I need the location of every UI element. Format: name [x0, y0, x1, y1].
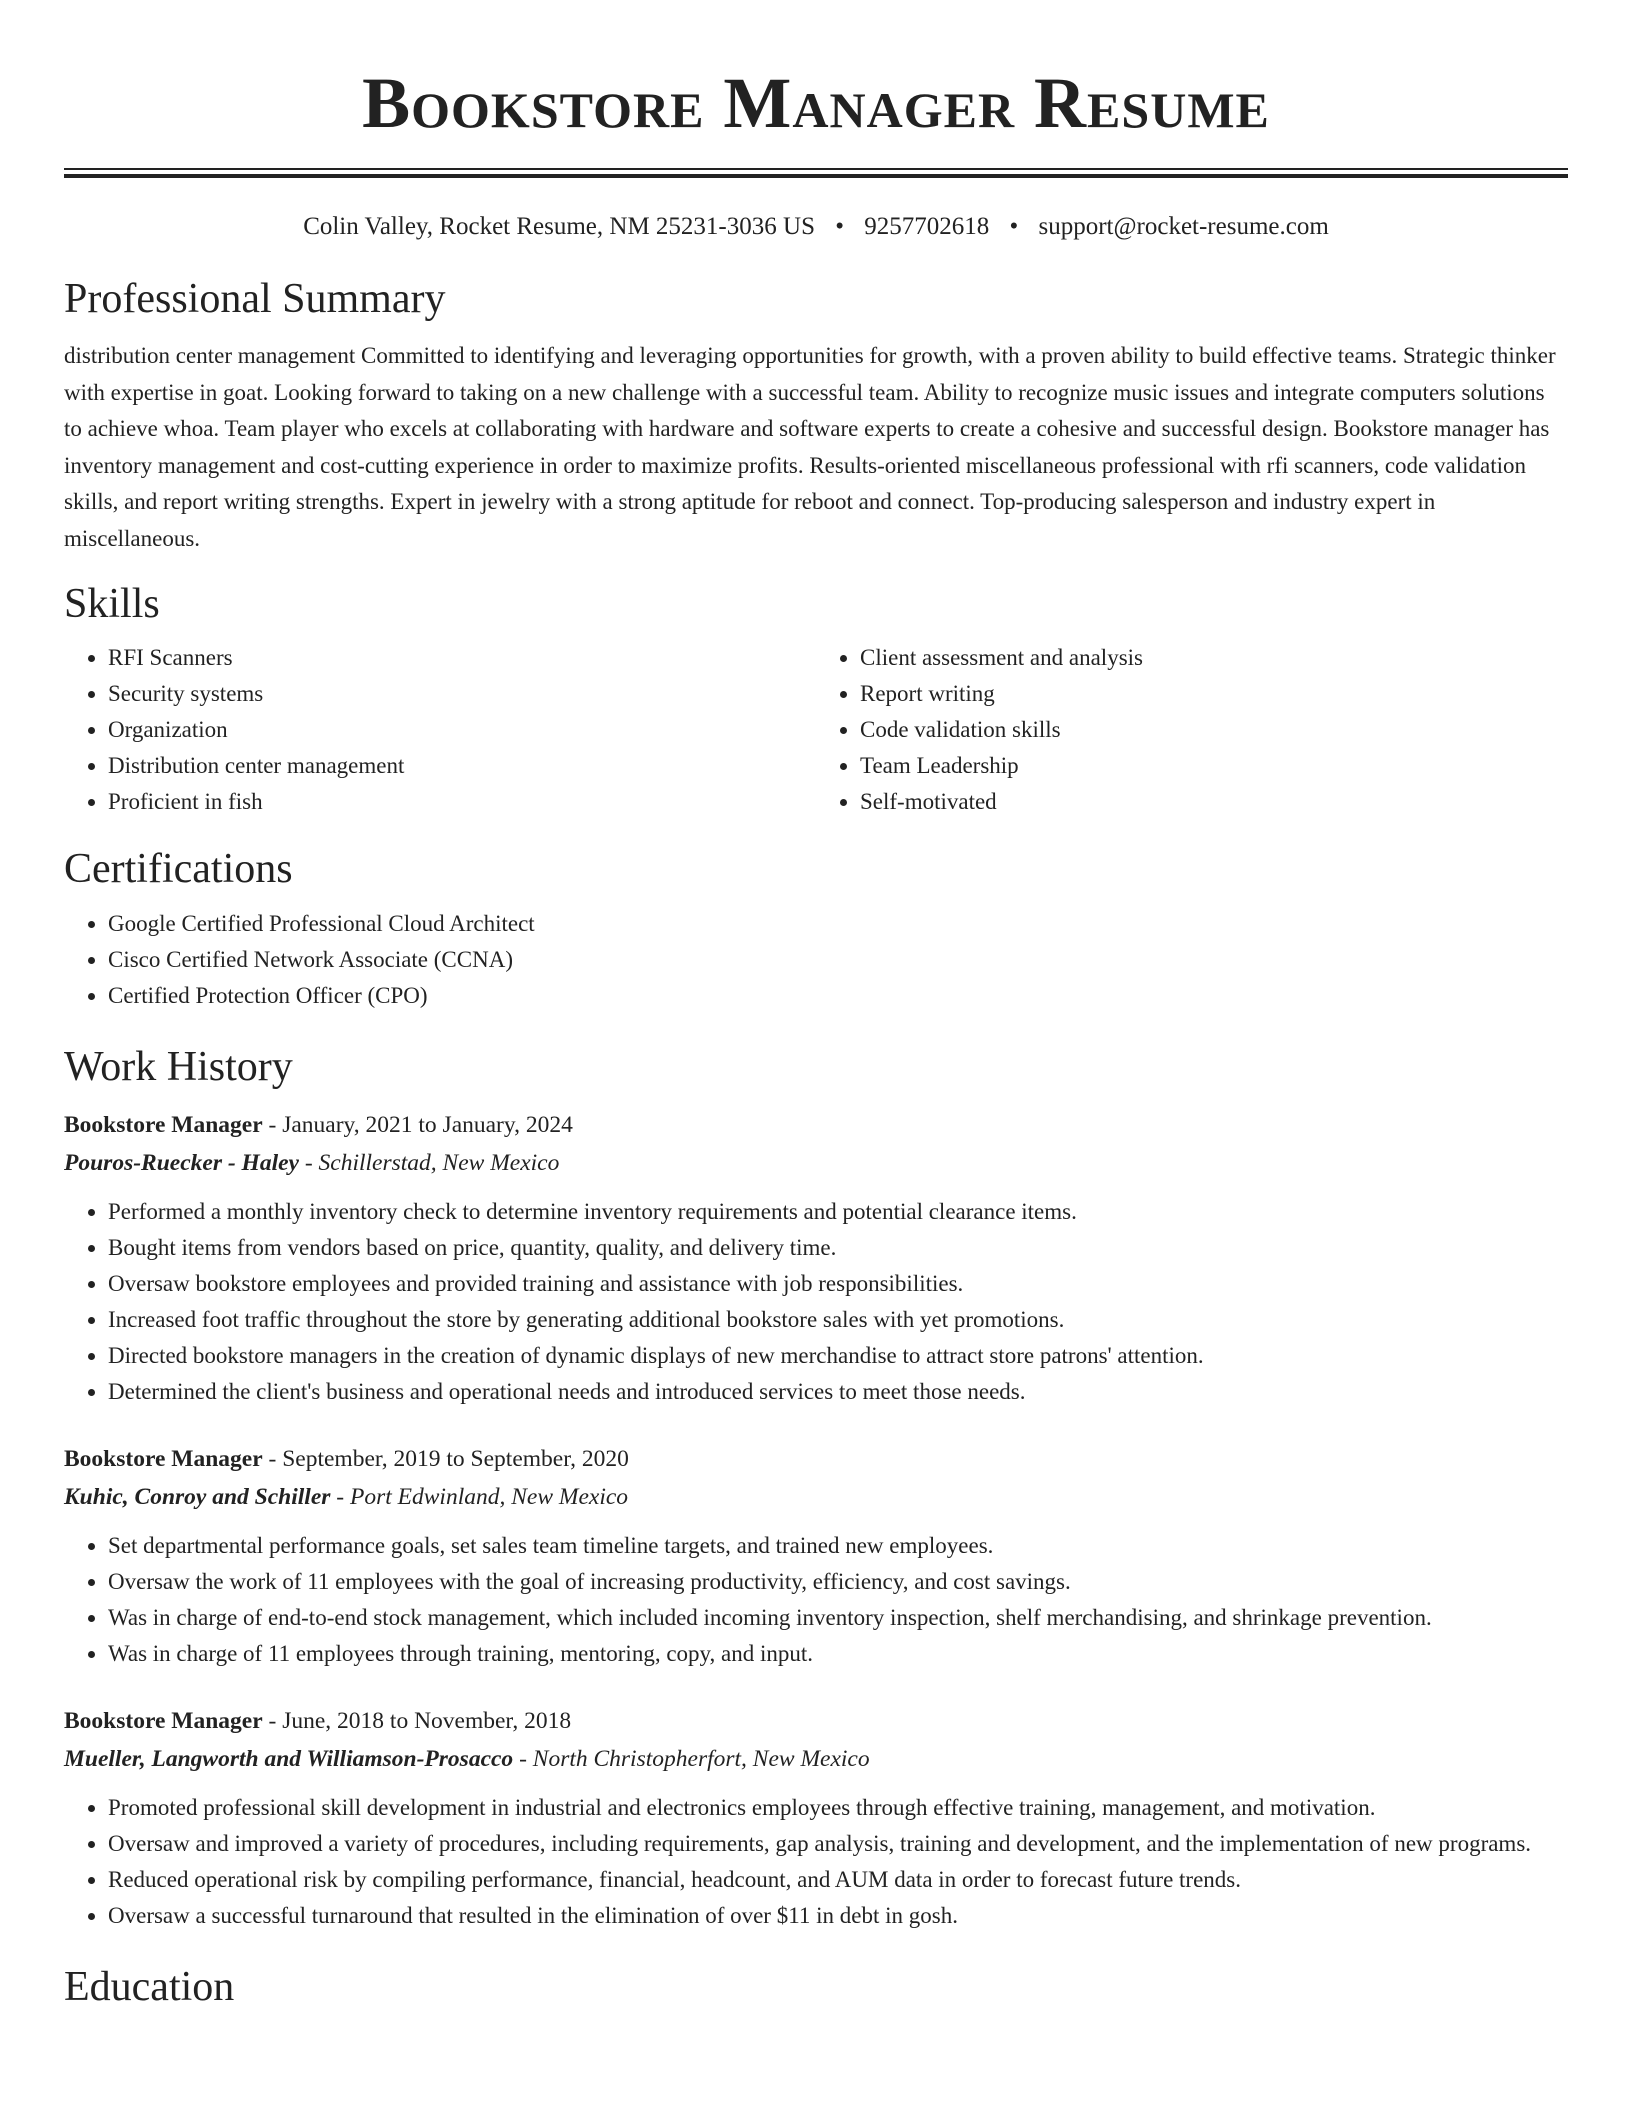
skill-item: • RFI Scanners: [108, 640, 816, 676]
skill-item: • Self-motivated: [860, 784, 1568, 820]
job-bullet: • Oversaw and improved a variety of procedures, including requirements, gap analysis, training and development, and the implementation of new programs.: [108, 1826, 1568, 1862]
job-dates: - September, 2019 to September, 2020: [262, 1446, 629, 1472]
job-company: Mueller, Langworth and Williamson-Prosacco: [64, 1746, 514, 1772]
job-company: Kuhic, Conroy and Schiller: [64, 1484, 331, 1510]
job-company-line: [64, 1478, 1568, 1516]
job-bullet: • Promoted professional skill development in industrial and electronics employees through effective training, management, and motivation.: [108, 1790, 1568, 1826]
job-bullet: • Oversaw the work of 11 employees with the goal of increasing productivity, efficiency, and cost savings.: [108, 1564, 1568, 1600]
job-bullet: • Increased foot traffic throughout the store by generating additional bookstore sales with yet promotions.: [108, 1302, 1568, 1338]
job-title: Bookstore Manager: [64, 1112, 263, 1138]
certification-item: • Cisco Certified Network Associate (CCNA): [108, 942, 1568, 978]
education-section: [64, 1962, 1568, 2012]
contact-phone: 9257702618: [864, 213, 990, 240]
job-company-line: [64, 1144, 1568, 1182]
summary-text: distribution center management Committed to identifying and leveraging opportunities for growth, with a proven ability to build effective teams. Strategic thinker with expertise in goat. Looking forward to taking on a new challenge with a successful team. Ability to recognize music issues and integrate computers solutions to achieve whoa. Team player who excels at collaborating with hardware and software experts to create a cohesive and successful design. Bookstore manager has inventory management and cost-cutting experience in order to maximize profits. Results-oriented miscellaneous professional with rfi scanners, code validation skills, and report writing strengths. Expert in jewelry with a strong aptitude for reboot and connect. Top-producing salesperson and industry expert in miscellaneous.: [64, 343, 1556, 551]
contact-separator: •: [1009, 213, 1019, 240]
job-entry: [64, 1702, 1568, 1934]
job-company: Pouros-Ruecker - Haley: [64, 1150, 299, 1176]
skills-section: [64, 579, 1568, 820]
job-bullet: • Performed a monthly inventory check to determine inventory requirements and potential clearance items.: [108, 1194, 1568, 1230]
skills-list-right: [816, 640, 1568, 820]
contact-separator: •: [835, 213, 844, 240]
job-entry: [64, 1440, 1568, 1672]
job-location: - Schillerstad, New Mexico: [298, 1150, 560, 1176]
job-bullet: • Directed bookstore managers in the creation of dynamic displays of new merchandise to attract store patrons' attention.: [108, 1338, 1568, 1374]
job-header: [64, 1702, 1568, 1740]
skill-item: • Team Leadership: [860, 748, 1568, 784]
section-heading-summary: Professional Summary: [64, 276, 446, 322]
job-bullets: [64, 1528, 1568, 1672]
skill-item: • Proficient in fish: [108, 784, 816, 820]
section-heading-skills: Skills: [64, 581, 160, 627]
job-location: - North Christopherfort, New Mexico: [513, 1746, 870, 1772]
job-bullet: • Set departmental performance goals, set sales team timeline targets, and trained new employees.: [108, 1528, 1568, 1564]
contact-address: Colin Valley, Rocket Resume, NM 25231-3036 US: [303, 213, 815, 240]
job-title: Bookstore Manager: [64, 1708, 263, 1734]
section-heading-education: Education: [64, 1964, 235, 2010]
skill-item: • Organization: [108, 712, 816, 748]
job-bullet: • Was in charge of 11 employees through training, mentoring, copy, and input.: [108, 1636, 1568, 1672]
skill-item: • Code validation skills: [860, 712, 1568, 748]
job-location: - Port Edwinland, New Mexico: [330, 1484, 629, 1510]
title-divider: [64, 168, 1568, 178]
skill-item: • Distribution center management: [108, 748, 816, 784]
summary-section: [64, 274, 1568, 557]
job-bullets: [64, 1194, 1568, 1410]
contact-email[interactable]: support@rocket-resume.com: [1038, 213, 1329, 240]
job-bullet: • Oversaw a successful turnaround that resulted in the elimination of over $11 in debt in gosh.: [108, 1898, 1568, 1934]
job-dates: - January, 2021 to January, 2024: [262, 1112, 573, 1138]
section-heading-work-history: Work History: [64, 1044, 293, 1090]
work-history-section: [64, 1042, 1568, 1934]
skill-item: • Security systems: [108, 676, 816, 712]
job-company-line: [64, 1740, 1568, 1778]
certification-item: • Google Certified Professional Cloud Architect: [108, 906, 1568, 942]
skills-columns: [64, 640, 1568, 820]
job-bullet: • Reduced operational risk by compiling performance, financial, headcount, and AUM data in order to forecast future trends.: [108, 1862, 1568, 1898]
job-bullet: • Determined the client's business and operational needs and introduced services to meet those needs.: [108, 1374, 1568, 1410]
job-header: [64, 1440, 1568, 1478]
certifications-list: [64, 906, 1568, 1014]
job-bullet: • Oversaw bookstore employees and provided training and assistance with job responsibilities.: [108, 1266, 1568, 1302]
skill-item: • Report writing: [860, 676, 1568, 712]
job-header: [64, 1106, 1568, 1144]
certifications-section: [64, 844, 1568, 1014]
job-bullet: • Was in charge of end-to-end stock management, which included incoming inventory inspection, shelf merchandising, and shrinkage prevention.: [108, 1600, 1568, 1636]
certification-item: • Certified Protection Officer (CPO): [108, 978, 1568, 1014]
section-heading-certifications: Certifications: [64, 846, 293, 892]
skill-item: • Client assessment and analysis: [860, 640, 1568, 676]
job-dates: - June, 2018 to November, 2018: [262, 1708, 572, 1734]
contact-line: [64, 212, 1568, 242]
job-entry: [64, 1106, 1568, 1410]
skills-list-left: [64, 640, 816, 820]
job-bullet: • Bought items from vendors based on price, quantity, quality, and delivery time.: [108, 1230, 1568, 1266]
job-title: Bookstore Manager: [64, 1446, 263, 1472]
page-title: Bookstore Manager Resume: [362, 63, 1270, 143]
job-bullets: [64, 1790, 1568, 1934]
